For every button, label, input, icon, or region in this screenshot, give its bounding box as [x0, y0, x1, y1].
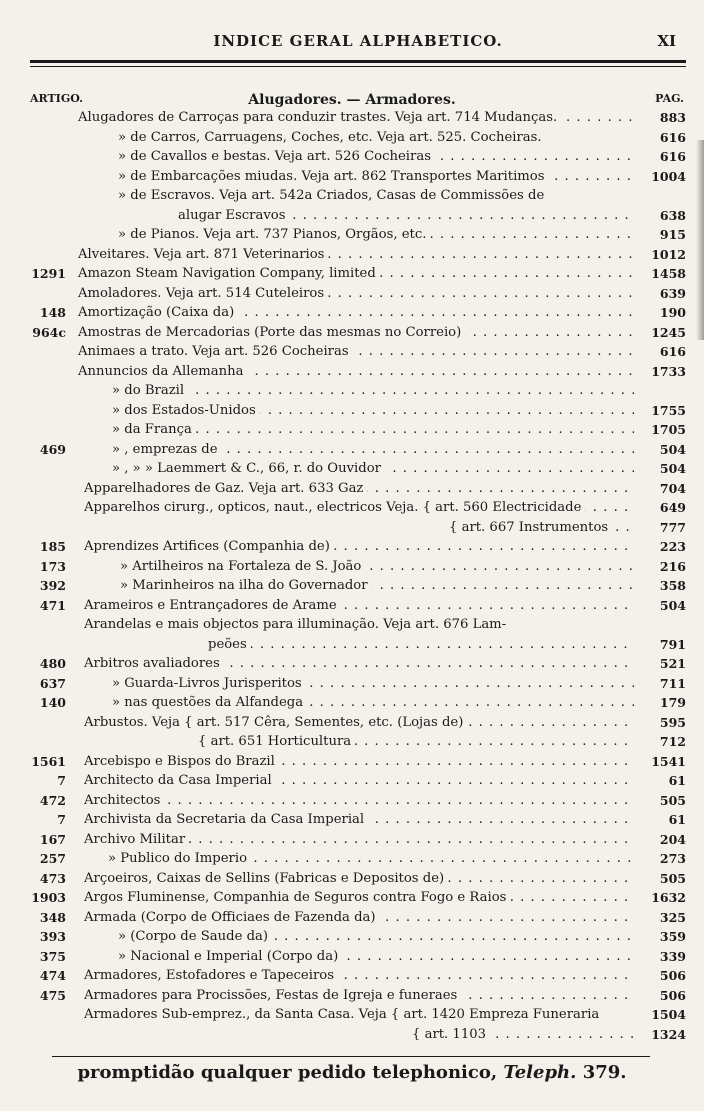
entry-text-container: [112, 674, 634, 694]
entry-page: 649: [659, 500, 686, 515]
entry-text-container: [118, 927, 634, 947]
column-header-pag: PAG.: [655, 92, 684, 105]
index-entry: [0, 440, 704, 460]
entry-page: 223: [659, 539, 686, 554]
entry-text-container: [78, 284, 634, 304]
entry-text: Alveitares. Veja art. 871 Veterinarios: [78, 247, 328, 262]
index-entry: [0, 986, 704, 1006]
index-entry: [0, 303, 704, 323]
index-entry: [0, 128, 704, 148]
entry-text-container: [84, 596, 634, 616]
entry-text: Architectos: [84, 793, 164, 808]
index-entry: [0, 167, 704, 187]
entry-text: Arbitros avaliadores: [84, 656, 224, 671]
entry-text-container: [84, 713, 634, 733]
entry-text-container: [178, 206, 634, 226]
header-rule-thick: [30, 60, 686, 63]
index-entry: [0, 771, 704, 791]
entry-text-container: [208, 635, 634, 655]
entry-page: 505: [659, 792, 686, 808]
footer-rule: [52, 1056, 650, 1057]
index-entry: [0, 401, 704, 421]
entry-artigo: 7: [57, 812, 66, 827]
entry-text: Armada (Corpo de Officiaes de Fazenda da): [84, 910, 380, 925]
entry-page: 325: [659, 909, 686, 925]
index-entry: [0, 947, 704, 967]
index-entry: [0, 381, 704, 401]
entry-text: Armadores Sub-emprez., da Santa Casa. Veja { art. 1420 Empreza Funeraria: [84, 1007, 603, 1022]
entry-text-container: [118, 186, 634, 206]
entry-page: 791: [659, 636, 686, 652]
entry-page: 273: [659, 851, 686, 866]
entry-page: 1245: [651, 324, 686, 340]
entry-artigo: 469: [39, 441, 66, 457]
entry-page: 1324: [651, 1026, 686, 1042]
entry-page: 711: [659, 675, 686, 691]
entry-text: Architecto da Casa Imperial: [84, 773, 276, 788]
index-entry: [0, 264, 704, 284]
entry-artigo: 474: [39, 968, 66, 983]
entry-text: Argos Fluminense, Companhia de Seguros contra Fogo e Raios: [84, 890, 510, 905]
entry-text: » de Carros, Carruagens, Coches, etc. Veja art. 525. Cocheiras.: [118, 130, 546, 145]
footer-text: promptidão qualquer pedido telephonico,: [77, 1062, 498, 1083]
entry-text-container: [112, 693, 634, 713]
entry-page: 883: [659, 110, 686, 125]
entry-text-container: [84, 830, 634, 850]
index-entry: [0, 108, 704, 128]
index-entry: [0, 888, 704, 908]
index-entry: [0, 498, 704, 518]
index-entry: [0, 693, 704, 713]
entry-page: 616: [659, 129, 686, 145]
entry-text: Amostras de Mercadorias (Porte das mesmas no Correio): [78, 325, 465, 340]
entry-text-container: [84, 537, 634, 557]
entry-text-container: [120, 557, 634, 577]
entry-text: » do Brazil: [112, 383, 188, 398]
entry-text: » Guarda-Livros Jurisperitos: [112, 676, 306, 691]
entry-text: Arameiros e Entrançadores de Arame: [84, 598, 341, 613]
index-entry: [0, 654, 704, 674]
scan-edge-shadow: [696, 140, 704, 340]
entry-page: 359: [659, 929, 686, 944]
entry-artigo: 1291: [31, 266, 66, 281]
entry-text-container: [112, 420, 634, 440]
entry-artigo: 140: [39, 695, 66, 710]
entry-page: 204: [659, 831, 686, 847]
entry-text-container: [84, 752, 634, 772]
index-entry: [0, 342, 704, 362]
entry-artigo: 7: [57, 773, 66, 788]
entry-page: 504: [659, 597, 686, 613]
entry-text-container: [112, 440, 634, 460]
entry-text: Armadores, Estofadores e Tapeceiros: [84, 968, 338, 983]
index-entry: [0, 245, 704, 265]
entry-text: Apparelhadores de Gaz. Veja art. 633 Gaz: [84, 481, 367, 496]
index-entry: [0, 323, 704, 343]
entry-page: 1541: [651, 753, 686, 769]
entry-text: » dos Estados-Unidos: [112, 403, 260, 418]
entry-text-container: [84, 1005, 634, 1025]
entry-page: 704: [659, 480, 686, 496]
entry-text-container: [84, 986, 634, 1006]
entry-text: » de Escravos. Veja art. 542a Criados, Casas de Commissões de: [118, 188, 548, 203]
entry-text-container: [118, 147, 634, 167]
entry-text-container: [118, 225, 634, 245]
entry-artigo: 480: [39, 656, 66, 671]
index-entry: [0, 1005, 704, 1025]
entry-artigo: 173: [39, 558, 66, 574]
entry-text-container: [78, 323, 634, 343]
entry-text-container: [118, 167, 634, 187]
entry-text-container: [108, 849, 634, 869]
entry-page: 61: [668, 812, 686, 827]
entry-text: Amortização (Caixa da): [78, 305, 238, 320]
entry-artigo: 257: [39, 851, 66, 866]
entry-page: 521: [659, 656, 686, 671]
index-entry: [0, 147, 704, 167]
entry-artigo: 471: [39, 597, 66, 613]
index-entry: [0, 732, 704, 752]
entry-text: Apparelhos cirurg., opticos, naut., electricos Veja. { art. 560 Electricidade: [84, 500, 585, 515]
entry-page: 506: [659, 987, 686, 1003]
entry-text: Aprendizes Artifices (Companhia de): [84, 539, 334, 554]
entry-text: Archivo Militar: [84, 832, 189, 847]
entry-text: { art. 1103: [412, 1027, 490, 1042]
entry-page: 358: [659, 578, 686, 593]
entry-artigo: 1561: [31, 753, 66, 769]
entry-text-container: [84, 908, 634, 928]
entry-text: Annuncios da Allemanha: [78, 364, 247, 379]
index-entry: [0, 908, 704, 928]
entry-text-container: [78, 264, 634, 284]
index-entry: [0, 752, 704, 772]
entry-text: Armadores para Procissões, Festas de Igreja e funeraes: [84, 988, 461, 1003]
entry-page: 504: [659, 441, 686, 457]
entry-page: 915: [659, 227, 686, 242]
entry-artigo: 393: [39, 929, 66, 944]
entry-text: » (Corpo de Saude da): [118, 929, 272, 944]
entry-text: Arcebispo e Bispos do Brazil: [84, 754, 279, 769]
index-entry: [0, 966, 704, 986]
entry-page: 777: [659, 519, 686, 535]
entry-text-container: [449, 518, 634, 538]
entry-page: 216: [659, 558, 686, 574]
entry-page: 1733: [651, 363, 686, 379]
section-title: Alugadores. — Armadores.: [248, 92, 456, 108]
entry-page: 61: [668, 773, 686, 788]
column-header-artigo: ARTIGO.: [30, 92, 83, 105]
entry-text: » Nacional e Imperial (Corpo da): [118, 949, 342, 964]
entry-text-container: [120, 576, 634, 596]
entry-page: 190: [659, 305, 686, 320]
footer-teleph: Teleph.: [503, 1062, 577, 1083]
entry-page: 1004: [651, 168, 686, 184]
entry-text-container: [78, 303, 634, 323]
entry-artigo: 185: [39, 539, 66, 554]
entry-text-container: [84, 479, 634, 499]
index-entry: [0, 830, 704, 850]
entry-text: Amazon Steam Navigation Company, limited: [78, 266, 380, 281]
entry-page: 179: [659, 695, 686, 710]
index-entry: [0, 576, 704, 596]
index-entry: [0, 791, 704, 811]
entry-text-container: [84, 771, 634, 791]
entry-text: » de Pianos. Veja art. 737 Pianos, Orgãos, etc.: [118, 227, 430, 242]
index-entry: [0, 927, 704, 947]
header-rule-thin: [30, 66, 686, 67]
entry-text-container: [84, 615, 634, 635]
entry-page: 504: [659, 461, 686, 476]
entry-text: » , emprezas de: [112, 442, 222, 457]
index-entry: [0, 810, 704, 830]
entry-page: 1012: [651, 246, 686, 262]
entry-page: 339: [659, 948, 686, 964]
entry-artigo: 475: [39, 987, 66, 1003]
entry-text: » Publico do Imperio: [108, 851, 251, 866]
entry-text-container: [84, 498, 634, 518]
entry-artigo: 472: [39, 792, 66, 808]
entry-text-container: [78, 245, 634, 265]
entry-artigo: 1903: [31, 890, 66, 905]
index-entry: [0, 459, 704, 479]
entry-text-container: [84, 654, 634, 674]
entry-artigo: 637: [39, 675, 66, 691]
entry-text-container: [112, 459, 634, 479]
entry-artigo: 148: [39, 305, 66, 320]
entry-artigo: 348: [39, 909, 66, 925]
entry-page: 1504: [651, 1007, 686, 1022]
entry-text-container: [78, 342, 634, 362]
index-entry: [0, 537, 704, 557]
index-entry: [0, 186, 704, 206]
entry-text: Animaes a trato. Veja art. 526 Cocheiras: [78, 344, 353, 359]
index-entry: [0, 713, 704, 733]
entry-text: » de Cavallos e bestas. Veja art. 526 Cocheiras: [118, 149, 435, 164]
entry-text: Amoladores. Veja art. 514 Cuteleiros: [78, 286, 328, 301]
entry-text: Arbustos. Veja { art. 517 Cêra, Sementes, etc. (Lojas de): [84, 715, 467, 730]
page-header: [30, 30, 686, 54]
entry-text: { art. 651 Horticultura: [198, 734, 355, 749]
entry-page: 505: [659, 870, 686, 886]
entry-text: Alugadores de Carroças para conduzir trastes. Veja art. 714 Mudanças.: [78, 110, 561, 125]
index-entry: [0, 635, 704, 655]
entry-text: » da França: [112, 422, 196, 437]
index-entry: [0, 1025, 704, 1045]
entry-page: 506: [659, 968, 686, 983]
entry-page: 1632: [651, 890, 686, 905]
entry-page: 595: [659, 714, 686, 730]
index-entry: [0, 479, 704, 499]
index-entry: [0, 225, 704, 245]
entry-text-container: [84, 810, 634, 830]
index-entry: [0, 420, 704, 440]
index-entry: [0, 849, 704, 869]
entry-text-container: [112, 401, 634, 421]
footer-line: [0, 1062, 704, 1083]
entry-page: 1755: [651, 402, 686, 418]
entry-text: » Artilheiros na Fortaleza de S. João: [120, 559, 365, 574]
entry-text: Arçoeiros, Caixas de Sellins (Fabricas e Depositos de): [84, 871, 448, 886]
index-entry: [0, 674, 704, 694]
index-entry: [0, 362, 704, 382]
entry-artigo: 964c: [32, 324, 66, 340]
index-entry: [0, 615, 704, 635]
entry-page: 712: [659, 734, 686, 749]
entry-text-container: [78, 362, 634, 382]
entry-text-container: [84, 888, 634, 908]
entry-page: 638: [659, 207, 686, 223]
page-title: INDICE GERAL ALPHABETICO.: [213, 32, 503, 50]
entry-text-container: [112, 381, 634, 401]
entry-page: 616: [659, 344, 686, 359]
entry-text-container: [84, 869, 634, 889]
index-entry: [0, 557, 704, 577]
page-number: XI: [657, 32, 676, 50]
entry-text-container: [118, 128, 634, 148]
footer-number: 379.: [582, 1062, 627, 1083]
entry-page: 616: [659, 149, 686, 164]
entry-text: » Marinheiros na ilha do Governador: [120, 578, 372, 593]
entry-text-container: [412, 1025, 634, 1045]
index-entry: [0, 596, 704, 616]
entry-page: 1705: [651, 422, 686, 437]
index-entries: [0, 108, 704, 1044]
entry-text-container: [198, 732, 634, 752]
index-entry: [0, 206, 704, 226]
entry-artigo: 473: [39, 870, 66, 886]
entry-text: peões: [208, 637, 251, 652]
entry-text: » , » » Laemmert & C., 66, r. do Ouvidor: [112, 461, 385, 476]
entry-text-container: [78, 108, 634, 128]
entry-artigo: 375: [39, 948, 66, 964]
entry-text-container: [84, 966, 634, 986]
index-entry: [0, 518, 704, 538]
entry-text: { art. 667 Instrumentos: [449, 520, 612, 535]
entry-text: Arandelas e mais objectos para illuminação. Veja art. 676 Lam-: [84, 617, 510, 632]
entry-text: Archivista da Secretaria da Casa Imperial: [84, 812, 368, 827]
index-entry: [0, 284, 704, 304]
index-entry: [0, 869, 704, 889]
entry-text: » de Embarcações miudas. Veja art. 862 Transportes Maritimos: [118, 169, 549, 184]
entry-artigo: 392: [39, 578, 66, 593]
entry-text: alugar Escravos: [178, 208, 289, 223]
entry-artigo: 167: [39, 831, 66, 847]
entry-text-container: [84, 791, 634, 811]
entry-page: 639: [659, 285, 686, 301]
entry-text: » nas questões da Alfandega: [112, 695, 307, 710]
entry-text-container: [118, 947, 634, 967]
entry-page: 1458: [651, 266, 686, 281]
